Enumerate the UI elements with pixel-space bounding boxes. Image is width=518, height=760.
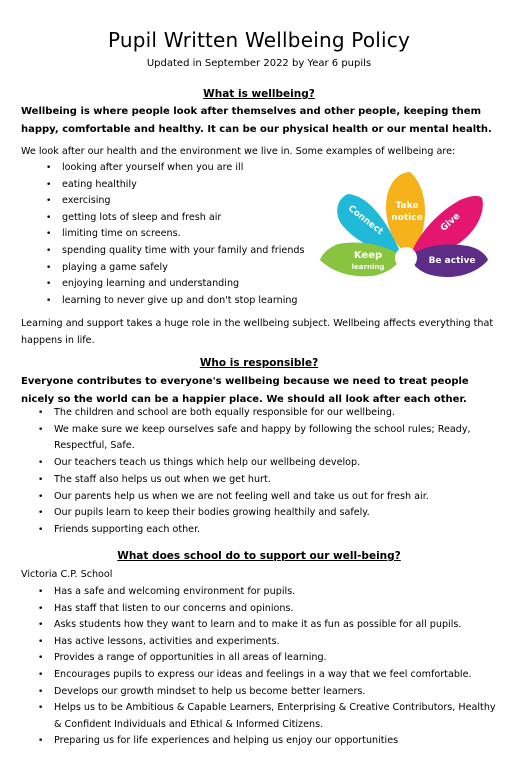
list-item: • Our parents help us when we are not feeling well and take us out for fresh air. xyxy=(38,489,498,506)
school-name: Victoria C.P. School xyxy=(21,569,113,580)
list-item: • The children and school are both equally responsible for our wellbeing. xyxy=(38,405,498,422)
petal-label-notice: notice xyxy=(391,213,423,223)
list-item: • learning to never give up and don't stop learning xyxy=(46,293,336,310)
five-ways-wellbeing-graphic xyxy=(318,170,490,286)
list-item: • playing a game safely xyxy=(46,260,336,277)
list-item: • getting lots of sleep and fresh air xyxy=(46,210,336,227)
list-item: • We make sure we keep ourselves safe and happy by following the school rules; Ready, Respectful, Safe. xyxy=(38,422,498,455)
list-item: • Preparing us for life experiences and helping us enjoy our opportunities xyxy=(38,733,498,750)
petal-label-give: Give xyxy=(438,211,463,234)
petal-label-keep: Keep xyxy=(353,250,383,261)
list-item: • Has a safe and welcoming environment for pupils. xyxy=(38,584,498,601)
petal-label-learning: learning xyxy=(351,263,385,271)
list-item: • Encourages pupils to express our ideas and feelings in a way that we feel comfortable. xyxy=(38,667,498,684)
list-item: • spending quality time with your family and friends xyxy=(46,243,336,260)
wellbeing-intro: We look after our health and the environment we live in. Some examples of wellbeing are: xyxy=(21,146,456,157)
list-item: • Our pupils learn to keep their bodies growing healthily and safely. xyxy=(38,505,498,522)
list-item: • Our teachers teach us things which help our wellbeing develop. xyxy=(38,455,498,472)
responsibility-intro: Everyone contributes to everyone's wellbeing because we need to treat people nicely so the world can be a happier place. We should all look after each other. xyxy=(21,376,469,405)
list-item: • The staff also helps us out when we get hurt. xyxy=(38,472,498,489)
section-heading-who-is-responsible: Who is responsible? xyxy=(199,357,319,369)
list-item: • enjoying learning and understanding xyxy=(46,276,336,293)
list-item: • limiting time on screens. xyxy=(46,226,336,243)
section-heading-school-support: What does school do to support our well-being? xyxy=(117,550,401,562)
list-item: • Develops our growth mindset to help us become better learners. xyxy=(38,684,498,701)
school-support-list xyxy=(38,584,498,750)
petal-label-connect: Connect xyxy=(345,203,385,238)
list-item: • Provides a range of opportunities in all areas of learning. xyxy=(38,650,498,667)
page-subtitle: Updated in September 2022 by Year 6 pupils xyxy=(146,58,372,69)
wellbeing-definition: Wellbeing is where people look after themselves and other people, keeping them happy, comfortable and healthy. It can be our physical health or our mental health. xyxy=(21,106,492,135)
list-item: • Has active lessons, activities and experiments. xyxy=(38,634,498,651)
petal-label-be-active: Be active xyxy=(428,256,476,266)
wellbeing-closing: Learning and support takes a huge role in the wellbeing subject. Wellbeing affects everything that happens in life. xyxy=(21,318,494,346)
list-item: • eating healthily xyxy=(46,177,336,194)
section-heading-what-is-wellbeing: What is wellbeing? xyxy=(203,88,315,100)
flower-center xyxy=(395,247,417,269)
list-item: • Has staff that listen to our concerns and opinions. xyxy=(38,601,498,618)
list-item: • looking after yourself when you are ill xyxy=(46,160,336,177)
page-title: Pupil Written Wellbeing Policy xyxy=(107,28,411,52)
list-item: • Asks students how they want to learn and to make it as fun as possible for all pupils. xyxy=(38,617,498,634)
wellbeing-examples-list xyxy=(46,160,336,309)
list-item: • exercising xyxy=(46,193,336,210)
petal-label-take: Take xyxy=(395,201,419,211)
list-item: • Friends supporting each other. xyxy=(38,522,498,539)
responsibility-list xyxy=(38,405,498,539)
list-item: • Helps us to be Ambitious & Capable Learners, Enterprising & Creative Contributors, Healthy & Confident Individuals and Ethical & Informed Citizens. xyxy=(38,700,498,733)
